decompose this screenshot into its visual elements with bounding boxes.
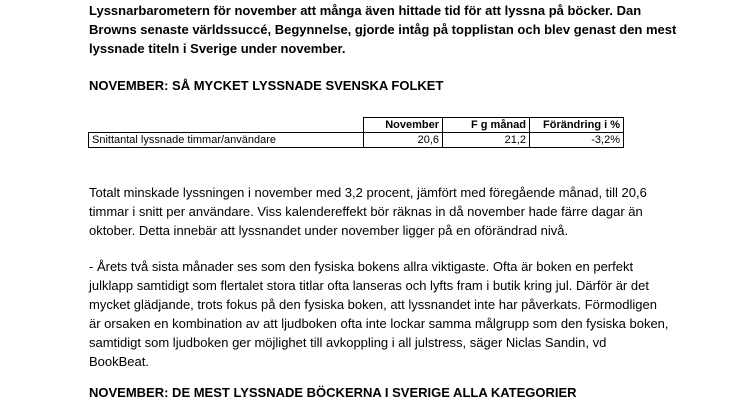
paragraph-quote: - Årets två sista månader ses som den fysiska bokens allra viktigaste. Ofta är boken en perfekt julklapp samtidigt som flertalet stora titlar ofta lanseras och lyfts fram i butik kring jul. Därför är det mycket glädjande, trots fokus på den fysiska boken, att lyssnandet inte har påverkats. Förmodligen är orsaken en kombination av att ljudboken ofta inte lockar samma målgrupp som den fysiska boken, samtidigt som ljudboken ger möjlighet till avkoppling i all julstress, säger Niclas Sandin, vd BookBeat. [89,259,669,369]
row-previous-value: 21,2 [443,133,530,148]
row-november-value: 20,6 [364,133,443,148]
table-header-november: November [364,118,443,133]
section-heading-top-books: NOVEMBER: DE MEST LYSSNADE BÖCKERNA I SVERIGE ALLA KATEGORIER [89,385,577,400]
table-header-row [89,118,624,133]
table-header-change: Förändring i % [530,118,624,133]
row-label: Snittantal lyssnade timmar/användare [89,133,364,148]
row-change-value: -3,2% [530,133,624,148]
table-header-empty [89,118,364,133]
section-heading-listening: NOVEMBER: SÅ MYCKET LYSSNADE SVENSKA FOLKET [89,78,444,93]
table-header-previous-month: F g månad [443,118,530,133]
listening-stats-table [88,117,624,148]
table-row [89,133,624,148]
intro-paragraph: Lyssnarbarometern för november att många även hittade tid för att lyssna på böcker. Dan Browns senaste världssuccé, Begynnelse, gjorde intåg på topplistan och blev genast den mest lyssnade titeln i Sverige under november. [89,3,677,56]
paragraph-total-listening: Totalt minskade lyssningen i november med 3,2 procent, jämfört med föregående månad, till 20,6 timmar i snitt per användare. Viss kalendereffekt bör räknas in då november hade färre dagar än oktober. Detta innebär att lyssnandet under november ligger på en oförändrad nivå. [89,185,647,238]
